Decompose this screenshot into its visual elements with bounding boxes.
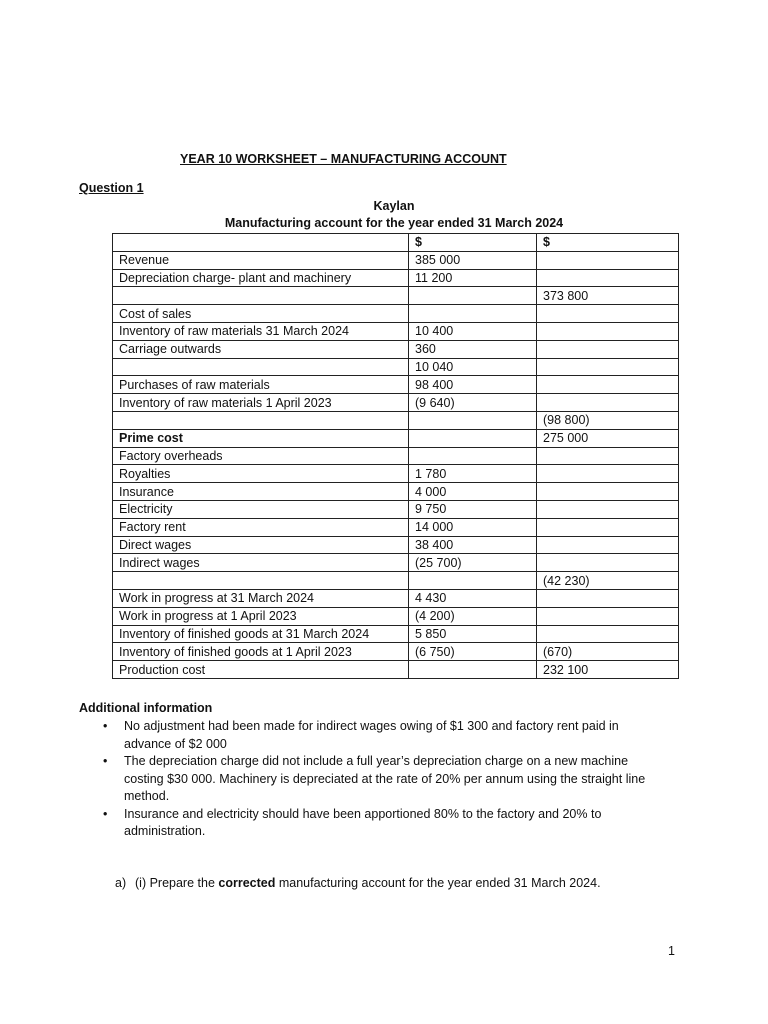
row-total-cell bbox=[537, 625, 679, 643]
table-row bbox=[113, 465, 679, 483]
table-row bbox=[113, 500, 679, 518]
row-amount-cell bbox=[409, 305, 537, 323]
table-row bbox=[113, 411, 679, 429]
row-label-cell: Revenue bbox=[113, 251, 409, 269]
row-amount-cell: 9 750 bbox=[409, 500, 537, 518]
row-label-cell: Production cost bbox=[113, 661, 409, 679]
row-amount-cell: 14 000 bbox=[409, 518, 537, 536]
row-label-cell: Purchases of raw materials bbox=[113, 376, 409, 394]
row-amount-cell bbox=[409, 661, 537, 679]
row-total-cell: 232 100 bbox=[537, 661, 679, 679]
account-table-body bbox=[113, 234, 679, 679]
additional-info-list bbox=[100, 718, 660, 841]
row-amount-cell: 4 000 bbox=[409, 483, 537, 501]
table-row bbox=[113, 447, 679, 465]
task-instruction bbox=[115, 876, 601, 890]
additional-info-text: Insurance and electricity should have been apportioned 80% to the factory and 20% to administration. bbox=[124, 806, 602, 838]
row-amount-cell: 1 780 bbox=[409, 465, 537, 483]
table-row bbox=[113, 554, 679, 572]
row-amount-cell: 11 200 bbox=[409, 269, 537, 287]
additional-info-title: Additional information bbox=[79, 701, 213, 715]
row-amount-cell: 10 040 bbox=[409, 358, 537, 376]
table-row bbox=[113, 518, 679, 536]
additional-info-item bbox=[100, 806, 660, 841]
task-suffix: manufacturing account for the year ended 31 March 2024. bbox=[275, 876, 601, 890]
row-total-cell bbox=[537, 447, 679, 465]
row-label-cell: Indirect wages bbox=[113, 554, 409, 572]
row-total-cell bbox=[537, 340, 679, 358]
row-label-cell: Inventory of raw materials 31 March 2024 bbox=[113, 322, 409, 340]
worksheet-title: YEAR 10 WORKSHEET – MANUFACTURING ACCOUNT bbox=[180, 152, 507, 166]
table-row bbox=[113, 322, 679, 340]
row-label-cell: Inventory of raw materials 1 April 2023 bbox=[113, 394, 409, 412]
task-prefix: (i) Prepare the bbox=[135, 876, 219, 890]
row-label-cell: Inventory of finished goods at 31 March 2024 bbox=[113, 625, 409, 643]
row-amount-cell bbox=[409, 411, 537, 429]
bullet-icon: • bbox=[103, 806, 108, 821]
row-label-cell: Carriage outwards bbox=[113, 340, 409, 358]
row-label-cell: Work in progress at 1 April 2023 bbox=[113, 607, 409, 625]
row-total-cell bbox=[537, 269, 679, 287]
company-name: Kaylan bbox=[373, 199, 415, 213]
table-row bbox=[113, 358, 679, 376]
row-amount-cell: 10 400 bbox=[409, 322, 537, 340]
row-amount-cell: 385 000 bbox=[409, 251, 537, 269]
row-label-cell bbox=[113, 572, 409, 590]
table-row bbox=[113, 376, 679, 394]
row-total-cell: (98 800) bbox=[537, 411, 679, 429]
row-amount-cell: 38 400 bbox=[409, 536, 537, 554]
row-amount-cell: (6 750) bbox=[409, 643, 537, 661]
row-label-cell bbox=[113, 287, 409, 305]
task-emphasis: corrected bbox=[218, 876, 276, 890]
task-letter: a) bbox=[115, 876, 127, 890]
row-amount-cell: 5 850 bbox=[409, 625, 537, 643]
bullet-icon: • bbox=[103, 754, 108, 768]
row-label-cell: Royalties bbox=[113, 465, 409, 483]
row-total-cell bbox=[537, 376, 679, 394]
row-total-cell: 275 000 bbox=[537, 429, 679, 447]
row-total-cell bbox=[537, 465, 679, 483]
table-row bbox=[113, 429, 679, 447]
row-amount-cell: $ bbox=[409, 234, 537, 252]
additional-info-item bbox=[100, 753, 660, 806]
row-total-cell bbox=[537, 394, 679, 412]
table-row bbox=[113, 394, 679, 412]
table-row bbox=[113, 661, 679, 679]
row-total-cell bbox=[537, 589, 679, 607]
table-row bbox=[113, 643, 679, 661]
table-row bbox=[113, 251, 679, 269]
account-title: Manufacturing account for the year ended 31 March 2024 bbox=[224, 216, 564, 230]
row-amount-cell: (9 640) bbox=[409, 394, 537, 412]
row-total-cell bbox=[537, 500, 679, 518]
row-total-cell bbox=[537, 305, 679, 323]
row-label-cell: Factory rent bbox=[113, 518, 409, 536]
row-total-cell bbox=[537, 607, 679, 625]
row-amount-cell: 98 400 bbox=[409, 376, 537, 394]
table-row bbox=[113, 536, 679, 554]
row-label-cell: Cost of sales bbox=[113, 305, 409, 323]
row-label-cell bbox=[113, 411, 409, 429]
row-amount-cell bbox=[409, 572, 537, 590]
table-row bbox=[113, 589, 679, 607]
row-total-cell: 373 800 bbox=[537, 287, 679, 305]
table-row bbox=[113, 234, 679, 252]
row-label-cell bbox=[113, 358, 409, 376]
row-total-cell bbox=[537, 483, 679, 501]
row-label-cell: Depreciation charge- plant and machinery bbox=[113, 269, 409, 287]
table-row bbox=[113, 305, 679, 323]
additional-info-text: The depreciation charge did not include a full year’s depreciation charge on a new machine costing $30 000. Machinery is depreciated at the rate of 20% per annum using the straight line method. bbox=[124, 754, 646, 803]
additional-info-text: No adjustment had been made for indirect wages owing of $1 300 and factory rent paid in advance of $2 000 bbox=[124, 719, 619, 751]
table-row bbox=[113, 287, 679, 305]
row-amount-cell: 360 bbox=[409, 340, 537, 358]
row-total-cell bbox=[537, 251, 679, 269]
row-label-cell bbox=[113, 234, 409, 252]
row-total-cell: $ bbox=[537, 234, 679, 252]
table-row bbox=[113, 572, 679, 590]
row-total-cell bbox=[537, 322, 679, 340]
row-amount-cell bbox=[409, 429, 537, 447]
table-row bbox=[113, 625, 679, 643]
row-amount-cell: (4 200) bbox=[409, 607, 537, 625]
row-total-cell bbox=[537, 518, 679, 536]
row-total-cell bbox=[537, 536, 679, 554]
row-label-cell: Direct wages bbox=[113, 536, 409, 554]
row-total-cell: (42 230) bbox=[537, 572, 679, 590]
row-amount-cell: 4 430 bbox=[409, 589, 537, 607]
additional-info-item bbox=[100, 718, 660, 753]
row-label-cell: Insurance bbox=[113, 483, 409, 501]
row-amount-cell bbox=[409, 287, 537, 305]
row-label-cell: Inventory of finished goods at 1 April 2023 bbox=[113, 643, 409, 661]
row-amount-cell bbox=[409, 447, 537, 465]
row-label-cell: Factory overheads bbox=[113, 447, 409, 465]
row-total-cell bbox=[537, 554, 679, 572]
row-label-cell: Prime cost bbox=[113, 429, 409, 447]
table-row bbox=[113, 269, 679, 287]
table-row bbox=[113, 483, 679, 501]
page-number: 1 bbox=[668, 944, 675, 958]
manufacturing-account-table bbox=[112, 233, 679, 679]
bullet-icon: • bbox=[103, 719, 108, 733]
question-label: Question 1 bbox=[79, 181, 144, 195]
row-label-cell: Work in progress at 31 March 2024 bbox=[113, 589, 409, 607]
table-row bbox=[113, 340, 679, 358]
row-amount-cell: (25 700) bbox=[409, 554, 537, 572]
row-label-cell: Electricity bbox=[113, 500, 409, 518]
table-row bbox=[113, 607, 679, 625]
row-total-cell: (670) bbox=[537, 643, 679, 661]
row-total-cell bbox=[537, 358, 679, 376]
